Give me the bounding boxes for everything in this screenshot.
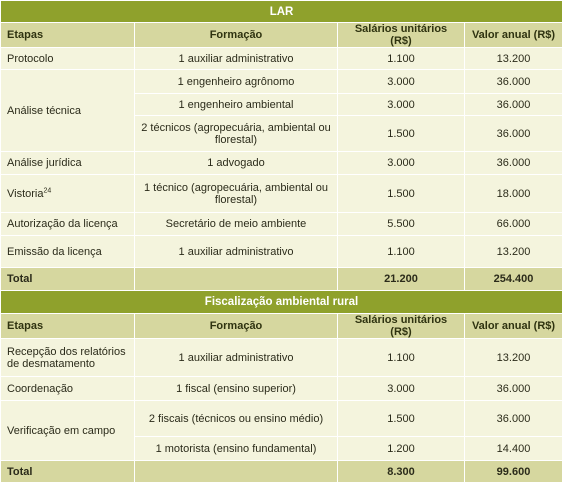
section-title-row (1, 1, 562, 23)
table-row (1, 175, 562, 213)
salario-cell: 1.500 (338, 401, 465, 437)
etapa-cell: Coordenação (1, 377, 135, 401)
section-title-row (1, 291, 562, 314)
anual-cell: 18.000 (465, 175, 562, 213)
total-salario: 8.300 (338, 461, 465, 483)
salario-cell: 3.000 (338, 377, 465, 401)
etapa-cell (1, 175, 135, 213)
header-salario: Salários unitários (R$) (338, 314, 465, 339)
anual-cell: 36.000 (465, 152, 562, 175)
header-etapas: Etapas (1, 314, 135, 339)
salario-cell: 3.000 (338, 70, 465, 94)
header-valor-anual: Valor anual (R$) (465, 314, 562, 339)
formacao-cell: 2 fiscais (técnicos ou ensino médio) (135, 401, 338, 437)
salario-cell: 1.500 (338, 116, 465, 152)
section-title: Fiscalização ambiental rural (1, 291, 562, 314)
salario-cell: 1.500 (338, 175, 465, 213)
salario-cell: 5.500 (338, 213, 465, 236)
header-etapas: Etapas (1, 23, 135, 48)
header-formacao: Formação (135, 314, 338, 339)
formacao-cell: 1 motorista (ensino fundamental) (135, 437, 338, 461)
table-row (1, 70, 562, 94)
salario-cell: 3.000 (338, 94, 465, 116)
anual-cell: 36.000 (465, 377, 562, 401)
total-row (1, 461, 562, 483)
etapa-cell: Emissão da licença (1, 236, 135, 268)
formacao-cell: Secretário de meio ambiente (135, 213, 338, 236)
anual-cell: 36.000 (465, 94, 562, 116)
anual-cell: 66.000 (465, 213, 562, 236)
total-empty-cell (135, 461, 338, 483)
total-label: Total (1, 461, 135, 483)
salario-cell: 3.000 (338, 152, 465, 175)
salario-cell: 1.100 (338, 48, 465, 70)
etapa-cell: Recepção dos relatórios de desmatamento (1, 339, 135, 377)
table-row (1, 236, 562, 268)
formacao-cell: 1 auxiliar administrativo (135, 339, 338, 377)
formacao-cell: 1 engenheiro agrônomo (135, 70, 338, 94)
etapa-cell: Verificação em campo (1, 401, 135, 461)
salario-cell: 1.100 (338, 339, 465, 377)
etapa-cell: Análise jurídica (1, 152, 135, 175)
formacao-cell: 2 técnicos (agropecuária, ambiental ou florestal) (135, 116, 338, 152)
anual-cell: 13.200 (465, 339, 562, 377)
header-salario: Salários unitários (R$) (338, 23, 465, 48)
total-label: Total (1, 268, 135, 291)
table-row (1, 152, 562, 175)
salario-cell: 1.100 (338, 236, 465, 268)
formacao-cell: 1 técnico (agropecuária, ambiental ou florestal) (135, 175, 338, 213)
anual-cell: 36.000 (465, 401, 562, 437)
etapa-cell: Análise técnica (1, 70, 135, 152)
table-row (1, 339, 562, 377)
formacao-cell: 1 engenheiro ambiental (135, 94, 338, 116)
header-valor-anual: Valor anual (R$) (465, 23, 562, 48)
etapa-text: Vistoria (7, 188, 43, 200)
anual-cell: 13.200 (465, 236, 562, 268)
formacao-cell: 1 auxiliar administrativo (135, 48, 338, 70)
formacao-cell: 1 auxiliar administrativo (135, 236, 338, 268)
anual-cell: 13.200 (465, 48, 562, 70)
header-formacao: Formação (135, 23, 338, 48)
anual-cell: 36.000 (465, 70, 562, 94)
total-salario: 21.200 (338, 268, 465, 291)
anual-cell: 36.000 (465, 116, 562, 152)
total-row (1, 268, 562, 291)
section-title: LAR (1, 1, 562, 23)
total-empty-cell (135, 268, 338, 291)
anual-cell: 14.400 (465, 437, 562, 461)
footnote-ref: 24 (43, 187, 51, 194)
header-row (1, 314, 562, 339)
table-row (1, 213, 562, 236)
formacao-cell: 1 advogado (135, 152, 338, 175)
table-row (1, 401, 562, 437)
table-row (1, 377, 562, 401)
etapa-cell: Protocolo (1, 48, 135, 70)
total-anual: 254.400 (465, 268, 562, 291)
table-row (1, 48, 562, 70)
etapa-cell: Autorização da licença (1, 213, 135, 236)
header-row (1, 23, 562, 48)
salario-cell: 1.200 (338, 437, 465, 461)
formacao-cell: 1 fiscal (ensino superior) (135, 377, 338, 401)
total-anual: 99.600 (465, 461, 562, 483)
